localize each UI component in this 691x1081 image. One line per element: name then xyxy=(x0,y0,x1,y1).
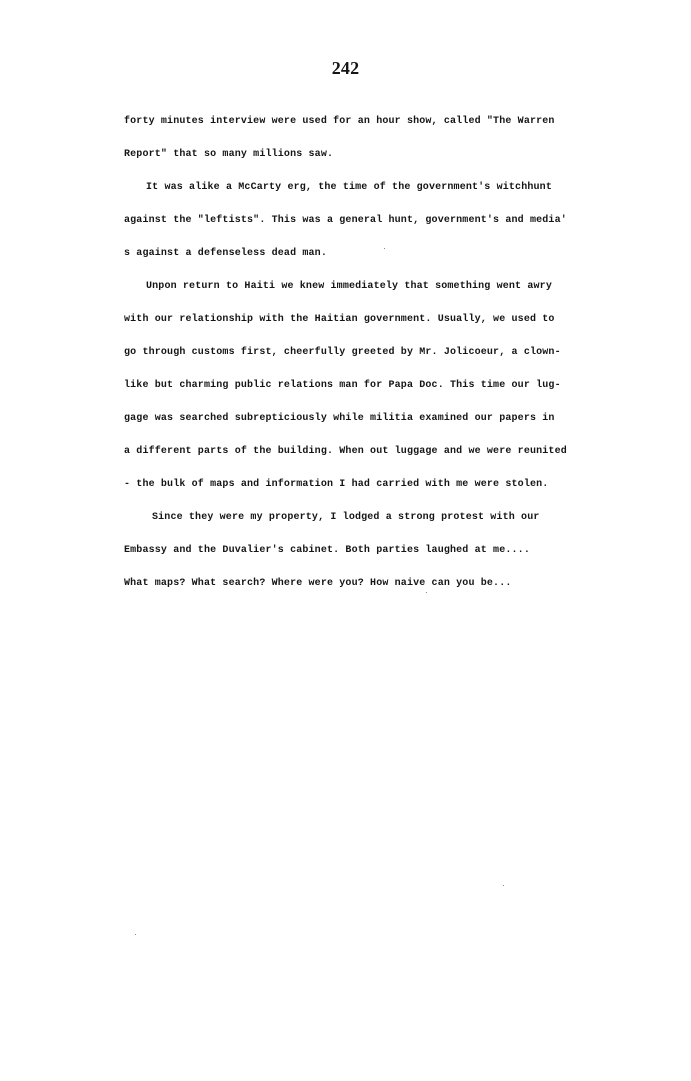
text-line: What maps? What search? Where were you? How naive can you be... xyxy=(124,578,512,589)
text-line: with our relationship with the Haitian government. Usually, we used to xyxy=(124,314,555,325)
scan-speck xyxy=(135,934,136,935)
text-line: It was alike a McCarty erg, the time of the government's witchhunt xyxy=(146,182,552,193)
text-line: go through customs first, cheerfully greeted by Mr. Jolicoeur, a clown- xyxy=(124,347,561,358)
text-line: a different parts of the building. When out luggage and we were reunited xyxy=(124,446,567,457)
scan-speck xyxy=(503,885,504,886)
text-line: Embassy and the Duvalier's cabinet. Both parties laughed at me.... xyxy=(124,545,530,556)
text-line: - the bulk of maps and information I had carried with me were stolen. xyxy=(124,479,549,490)
text-line: like but charming public relations man for Papa Doc. This time our lug- xyxy=(124,380,561,391)
text-line: Since they were my property, I lodged a strong protest with our xyxy=(152,512,540,523)
text-line: s against a defenseless dead man. xyxy=(124,248,327,259)
text-line: against the "leftists". This was a general hunt, government's and media' xyxy=(124,215,567,226)
text-line: Report" that so many millions saw. xyxy=(124,149,334,160)
text-line: Unpon return to Haiti we knew immediately that something went awry xyxy=(146,281,552,292)
text-line: gage was searched subrepticiously while militia examined our papers in xyxy=(124,413,555,424)
scan-speck xyxy=(426,592,427,593)
page-number: 242 xyxy=(331,58,360,78)
text-line: forty minutes interview were used for an hour show, called "The Warren xyxy=(124,116,555,127)
scan-speck xyxy=(384,248,385,249)
